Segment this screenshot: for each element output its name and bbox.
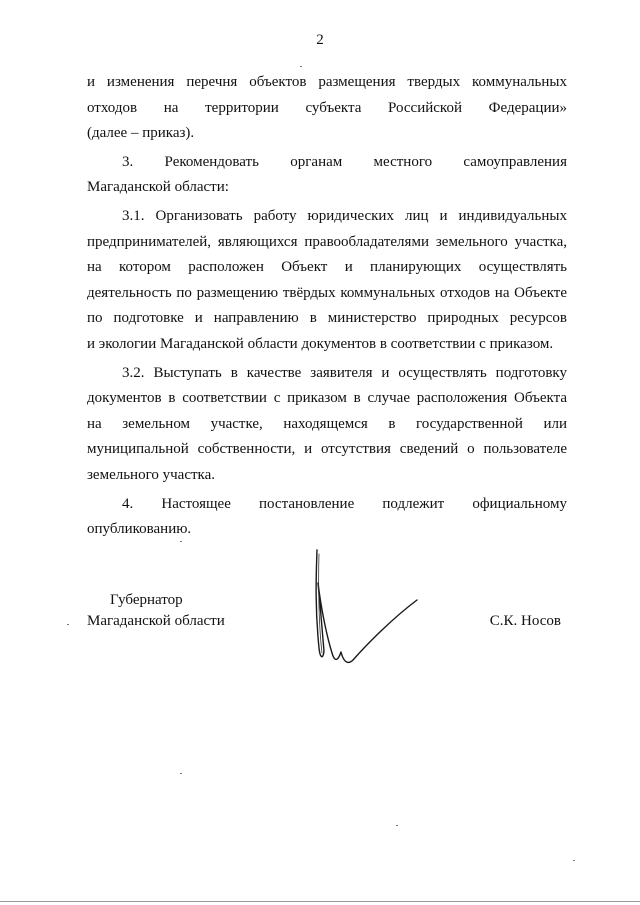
scan-speck: [573, 860, 575, 861]
paragraph-1: [87, 70, 567, 147]
scan-speck: [180, 773, 182, 774]
text-line: и экологии Магаданской области документов в соответствии с приказом.: [87, 335, 554, 352]
text-line: Магаданской области:: [87, 179, 229, 196]
handwritten-signature: [303, 548, 423, 683]
text-line: 3.1. Организовать работу юридических лиц и индивидуальных: [122, 207, 567, 224]
paragraph-3-2: [87, 361, 567, 489]
scan-speck: [300, 66, 302, 67]
text-line: на котором расположен Объект и планирующих осуществлять: [87, 259, 567, 276]
text-line: отходов на территории субъекта Российской Федерации»: [87, 99, 567, 116]
text-line: 3.2. Выступать в качестве заявителя и осуществлять подготовку: [122, 364, 567, 381]
text-line: (далее – приказ).: [87, 125, 195, 142]
position-line-1: Губернатор: [110, 592, 183, 608]
page-number: 2: [316, 32, 324, 48]
document-body: [87, 70, 567, 543]
paragraph-4: [87, 492, 567, 543]
page-bottom-edge: [0, 901, 640, 902]
scan-speck: [180, 541, 182, 542]
text-line: документов в соответствии с приказом в случае расположения Объекта: [87, 390, 567, 407]
paragraph-3-1: [87, 204, 567, 358]
text-line: деятельность по размещению твёрдых коммунальных отходов на Объекте: [87, 284, 567, 301]
text-line: на земельном участке, находящемся в государственной или: [87, 415, 567, 432]
paragraph-2: [87, 150, 567, 201]
position-line-2: Магаданской области: [87, 613, 225, 629]
scan-speck: [67, 624, 69, 625]
text-line: муниципальной собственности, и отсутствия сведений о пользователе: [87, 441, 567, 458]
text-line: опубликованию.: [87, 521, 192, 538]
scan-speck: [396, 825, 398, 826]
text-line: и изменения перечня объектов размещения твердых коммунальных: [87, 74, 567, 90]
text-line: 4. Настоящее постановление подлежит официальному: [122, 495, 567, 512]
text-line: 3. Рекомендовать органам местного самоуправления: [122, 153, 567, 170]
text-line: по подготовке и направлению в министерство природных ресурсов: [87, 310, 567, 327]
signatory-position: [87, 590, 225, 632]
text-line: предпринимателей, являющихся правообладателями земельного участка,: [87, 233, 567, 250]
text-line: земельного участка.: [87, 466, 215, 483]
signatory-name: С.К. Носов: [489, 613, 561, 629]
